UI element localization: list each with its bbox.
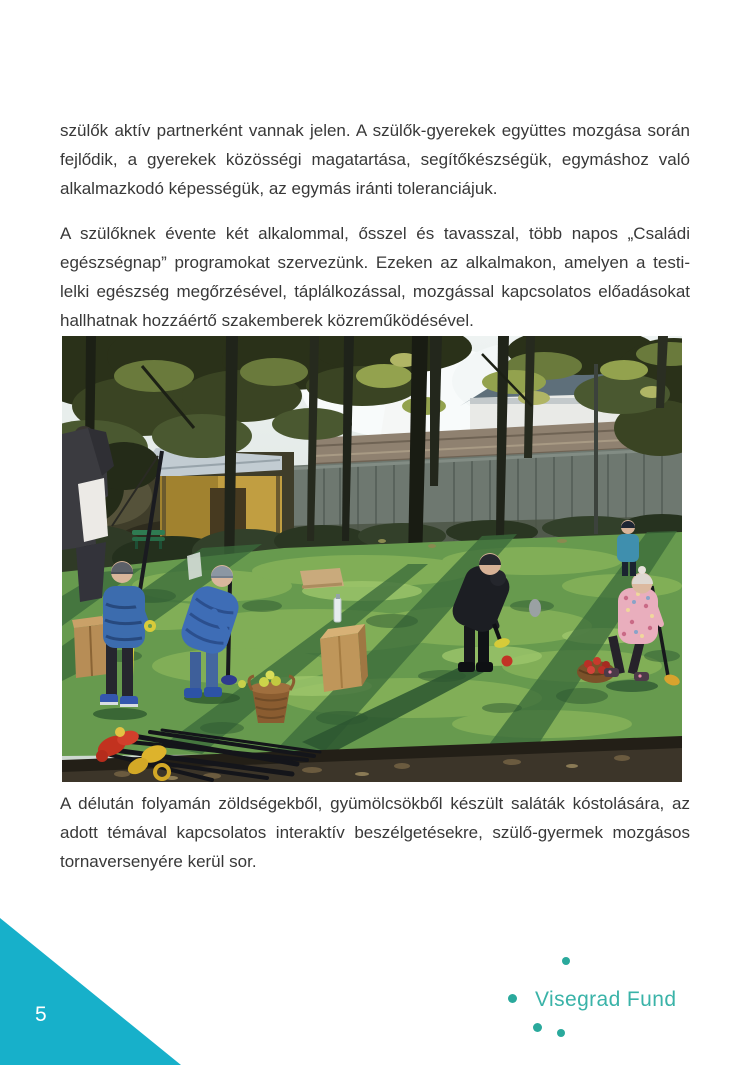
- paragraph-2: A szülőknek évente két alkalommal, ősszel és tavasszal, több napos „Családi egészségnap” programokat szervezünk. Ezeken az alkalmakon, amelyen a testi-lelki egészség megőrzésével, táplálkozással, mozgással kapcsolatos előadásokat hallhatnak hozzáértő szakemberek közreműködésével.: [60, 224, 690, 330]
- paragraph-3: A délután folyamán zöldségekből, gyümölcsökből készült saláták kóstolására, az adott témával kapcsolatos interaktív beszélgetésekre, szülő-gyermek mozgásos tornaversenyére kerül sor.: [60, 794, 690, 871]
- logo-dot: [533, 1023, 542, 1032]
- visegrad-fund-logo: [505, 952, 705, 1047]
- logo-dot: [557, 1029, 565, 1037]
- garden-photo: [62, 336, 682, 782]
- logo-text: Visegrad Fund: [535, 988, 677, 1011]
- garden-photo-illustration: [62, 336, 682, 782]
- logo-dot: [508, 994, 517, 1003]
- corner-accent-triangle: [0, 918, 181, 1065]
- logo-dot: [562, 957, 570, 965]
- page-number: 5: [35, 1003, 47, 1026]
- paragraph-1: szülők aktív partnerként vannak jelen. A szülők-gyerekek együttes mozgása során fejlődik, a gyerekek közösségi magatartása, segítőkészségük, egymáshoz való alkalmazkodó képességük, az egymás iránti toleranciájuk.: [60, 121, 690, 198]
